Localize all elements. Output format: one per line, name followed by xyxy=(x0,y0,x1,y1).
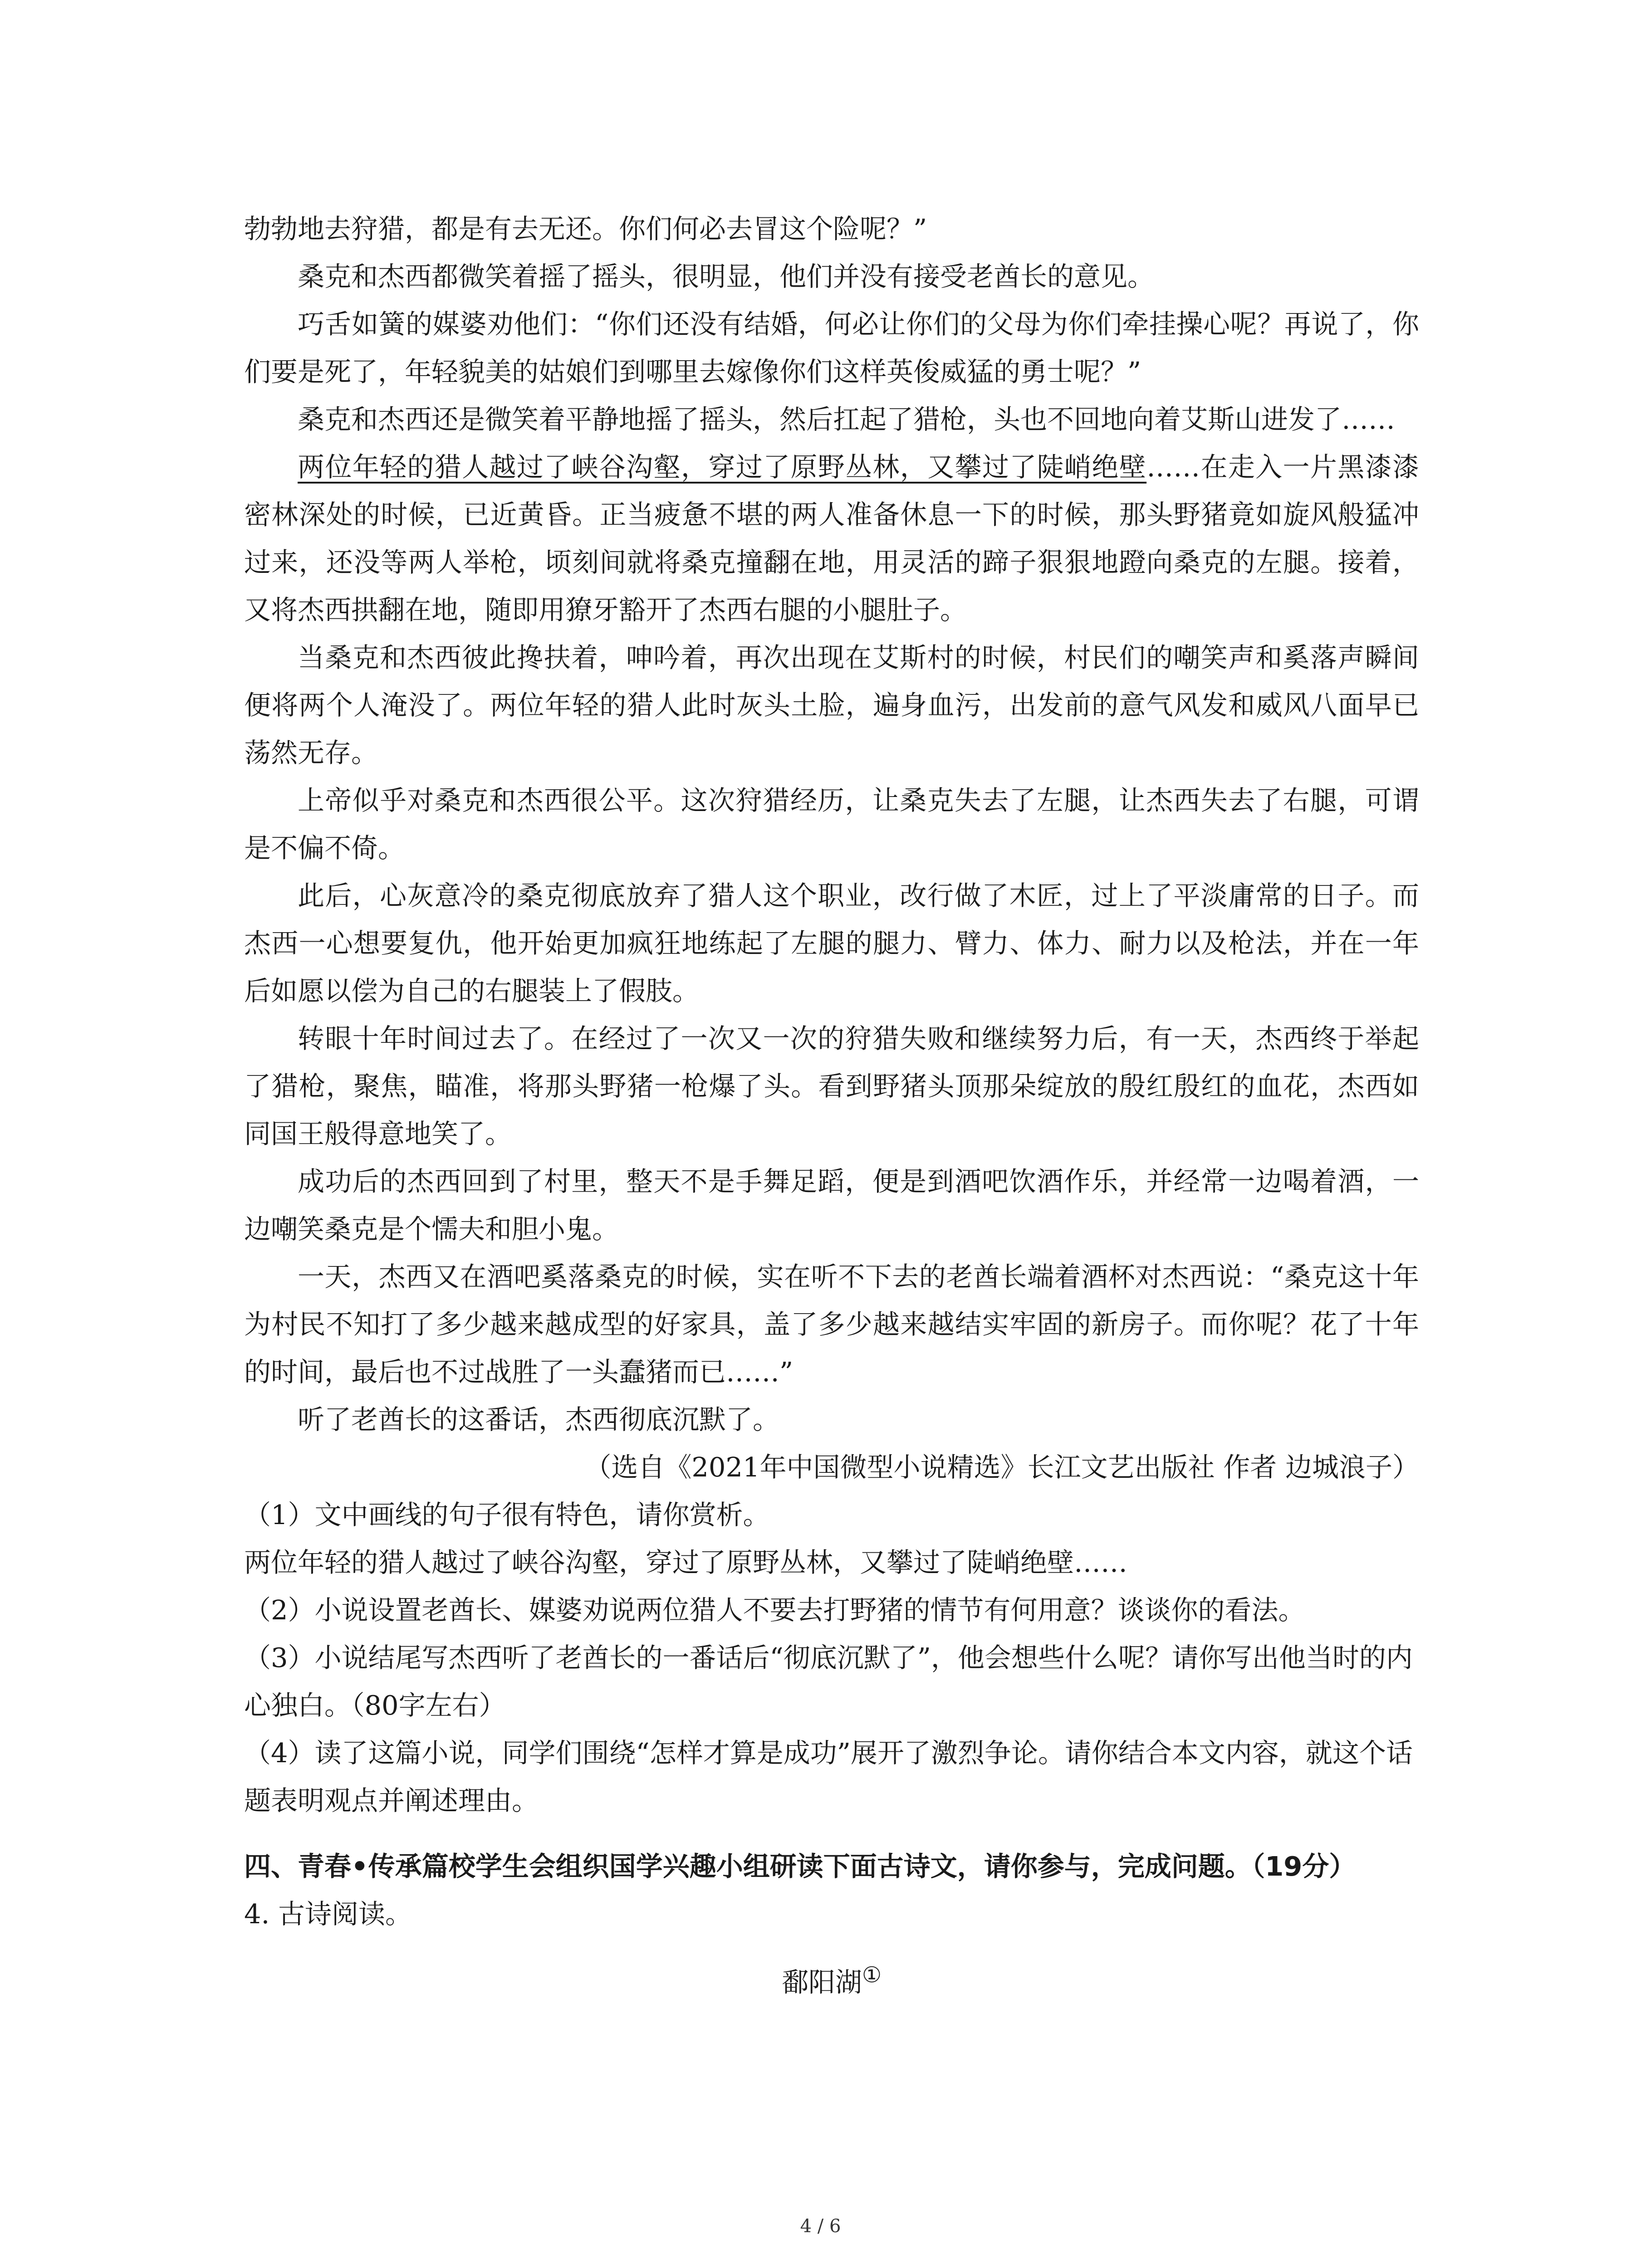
question-2: （2）小说设置老酋长、媒婆劝说两位猎人不要去打野猪的情节有何用意？谈谈你的看法。 xyxy=(244,1594,1305,1626)
story-paragraph: 巧舌如簧的媒婆劝他们：“你们还没有结婚，何必让你们的父母为你们牵挂操心呢？再说了，你们要是死了，年轻貌美的姑娘们到哪里去嫁像你们这样英俊威猛的勇士呢？” xyxy=(244,308,1419,387)
section-heading: 四、青春•传承篇校学生会组织国学兴趣小组研读下面古诗文，请你参与，完成问题。（19分） xyxy=(244,1851,1356,1882)
poem-title xyxy=(244,1951,1419,2006)
question-4: （4）读了这篇小说，同学们围绕“怎样才算是成功”展开了激烈争论。请你结合本文内容，就这个话题表明观点并阐述理由。 xyxy=(244,1737,1413,1816)
section-item: 4. 古诗阅读。 xyxy=(244,1898,412,1930)
poem-title-text: 鄱阳湖 xyxy=(781,1966,862,1998)
question-1-quote: 两位年轻的猎人越过了峡谷沟壑，穿过了原野丛林，又攀过了陡峭绝壁…… xyxy=(244,1547,1128,1578)
underlined-sentence: 两位年轻的猎人越过了峡谷沟壑，穿过了原野丛林，又攀过了陡峭绝壁 xyxy=(298,451,1147,483)
document-body xyxy=(244,205,1419,2006)
footnote-marker: ① xyxy=(862,1962,882,1988)
story-paragraph-underlined xyxy=(244,443,1419,634)
story-paragraph: 听了老酋长的这番话，杰西彻底沉默了。 xyxy=(298,1404,780,1435)
story-paragraph: 勃勃地去狩猎，都是有去无还。你们何必去冒这个险呢？” xyxy=(244,213,927,244)
story-paragraph: 上帝似乎对桑克和杰西很公平。这次狩猎经历，让桑克失去了左腿，让杰西失去了右腿，可谓是不偏不倚。 xyxy=(244,785,1419,864)
story-paragraph: 一天，杰西又在酒吧奚落桑克的时候，实在听不下去的老酋长端着酒杯对杰西说：“桑克这十年为村民不知打了多少越来越成型的好家具，盖了多少越来越结实牢固的新房子。而你呢？花了十年的时间，最后也不过战胜了一头蠢猪而已……” xyxy=(244,1261,1419,1388)
story-paragraph: 桑克和杰西都微笑着摇了摇头，很明显，他们并没有接受老酋长的意见。 xyxy=(298,261,1155,292)
paragraph-continuation: ……在走入一片黑漆漆密林深处的时候，已近黄昏。正当疲惫不堪的两人准备休息一下的时候，那头野猪竟如旋风般猛冲过来，还没等两人举枪，顷刻间就将桑克撞翻在地，用灵活的蹄子狠狠地蹬向桑克的左腿。接着，又将杰西拱翻在地，随即用獠牙豁开了杰西右腿的小腿肚子。 xyxy=(244,451,1419,626)
question-1: （1）文中画线的句子很有特色，请你赏析。 xyxy=(244,1499,770,1530)
story-paragraph: 转眼十年时间过去了。在经过了一次又一次的狩猎失败和继续努力后，有一天，杰西终于举起了猎枪，聚焦，瞄准，将那头野猪一枪爆了头。看到野猪头顶那朵绽放的殷红殷红的血花，杰西如同国王般得意地笑了。 xyxy=(244,1023,1419,1149)
story-paragraph: 桑克和杰西还是微笑着平静地摇了摇头，然后扛起了猎枪，头也不回地向着艾斯山进发了…… xyxy=(298,404,1396,435)
story-paragraph: 此后，心灰意冷的桑克彻底放弃了猎人这个职业，改行做了木匠，过上了平淡庸常的日子。而杰西一心想要复仇，他开始更加疯狂地练起了左腿的腿力、臂力、体力、耐力以及枪法，并在一年后如愿以偿为自己的右腿装上了假肢。 xyxy=(244,880,1419,1007)
story-paragraph: 当桑克和杰西彼此搀扶着，呻吟着，再次出现在艾斯村的时候，村民们的嘲笑声和奚落声瞬间便将两个人淹没了。两位年轻的猎人此时灰头土脸，遍身血污，出发前的意气风发和威风八面早已荡然无存。 xyxy=(244,642,1419,768)
page-number: 4 / 6 xyxy=(800,2216,841,2237)
question-3: （3）小说结尾写杰西听了老酋长的一番话后“彻底沉默了”，他会想些什么呢？请你写出他当时的内心独白。（80字左右） xyxy=(244,1642,1413,1721)
source-citation: （选自《2021年中国微型小说精选》长江文艺出版社 作者 边城浪子） xyxy=(584,1452,1419,1483)
story-paragraph: 成功后的杰西回到了村里，整天不是手舞足蹈，便是到酒吧饮酒作乐，并经常一边喝着酒，一边嘲笑桑克是个懦夫和胆小鬼。 xyxy=(244,1166,1419,1245)
